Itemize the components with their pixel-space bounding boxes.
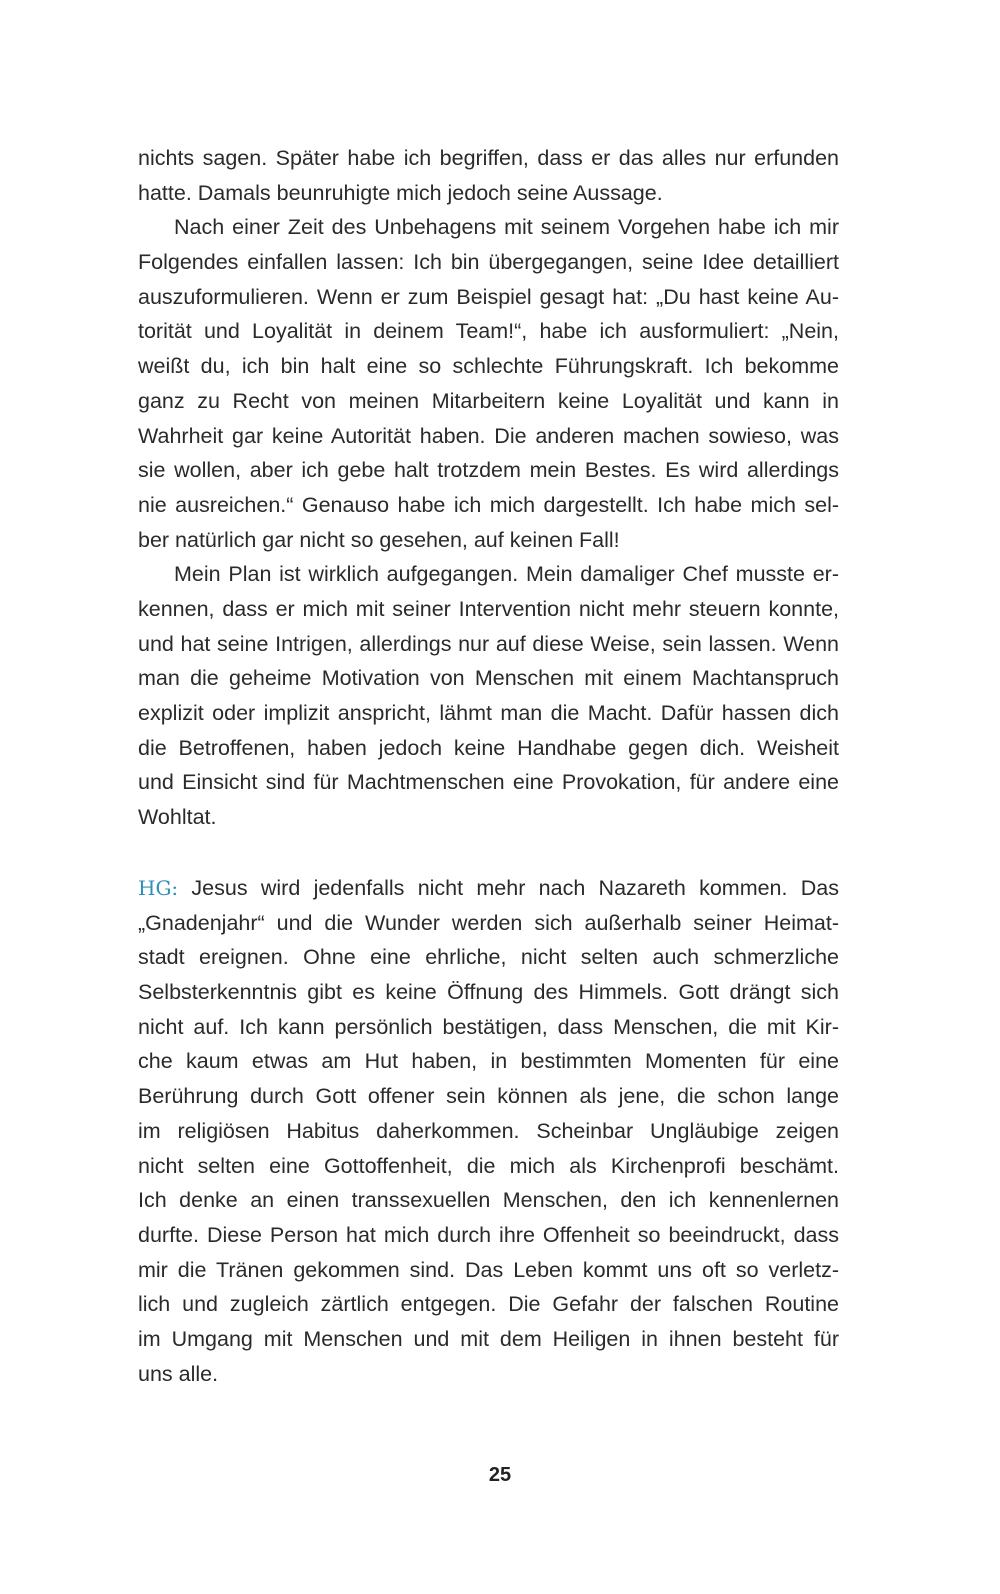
text-line: man die geheime Motivation von Menschen mit einem Machtanspruch [138, 666, 839, 691]
text-line: torität und Loyalität in deinem Team!“, habe ich ausformuliert: „Nein, [138, 319, 839, 344]
text-line: nichts sagen. Später habe ich begriffen, dass er das alles nur erfunden [138, 146, 839, 170]
paragraph [138, 141, 839, 210]
text-line: Mein Plan ist wirklich aufgegangen. Mein damaliger Chef musste er- [174, 562, 839, 587]
text-line: lich und zugleich zärtlich entgegen. Die Gefahr der falschen Routine [138, 1292, 839, 1317]
text-line: mir die Tränen gekommen sind. Das Leben kommt uns oft so verletz- [138, 1257, 839, 1282]
text-line: stadt ereignen. Ohne eine ehrliche, nicht selten auch schmerzliche [138, 945, 839, 970]
text-line: nicht auf. Ich kann persönlich bestätigen, dass Menschen, die mit Kir- [138, 1014, 839, 1039]
text-line: und Einsicht sind für Machtmenschen eine Provokation, für andere eine [138, 770, 839, 795]
text-line: Wahrheit gar keine Autorität haben. Die anderen machen sowieso, was [138, 423, 839, 448]
text-line: nie ausreichen.“ Genauso habe ich mich dargestellt. Ich habe mich sel- [138, 492, 839, 517]
text-line [138, 871, 839, 906]
text-line: Berührung durch Gott offener sein können als jene, die schon lange [138, 1084, 839, 1109]
text-block-hg [138, 871, 839, 1391]
text-fragment: Jesus wird jedenfalls nicht mehr nach Nazareth kommen. Das [178, 876, 839, 900]
text-line: nicht selten eine Gottoffenheit, die mich als Kirchenprofi beschämt. [138, 1153, 839, 1178]
text-line: Ich denke an einen transsexuellen Menschen, den ich kennenlernen [138, 1188, 839, 1213]
text-line: auszuformulieren. Wenn er zum Beispiel gesagt hat: „Du hast keine Au- [138, 284, 839, 309]
text-line: Wohltat. [138, 805, 217, 830]
paragraph [138, 557, 839, 835]
text-line: im religiösen Habitus daherkommen. Scheinbar Ungläubige zeigen [138, 1118, 839, 1143]
text-line: kennen, dass er mich mit seiner Intervention nicht mehr steuern konnte, [138, 596, 839, 621]
text-line: im Umgang mit Menschen und mit dem Heiligen in ihnen besteht für [138, 1326, 839, 1351]
text-line: Folgendes einfallen lassen: Ich bin übergegangen, seine Idee detailliert [138, 250, 839, 275]
text-line: weißt du, ich bin halt eine so schlechte Führungskraft. Ich bekomme [138, 354, 839, 379]
text-line: sie wollen, aber ich gebe halt trotzdem mein Bestes. Es wird allerdings [138, 458, 839, 483]
page-number: 25 [488, 1464, 512, 1486]
speaker-label: HG: [138, 876, 179, 900]
text-line: uns alle. [138, 1361, 219, 1386]
text-line: und hat seine Intrigen, allerdings nur auf diese Weise, sein lassen. Wenn [138, 631, 839, 656]
text-line: che kaum etwas am Hut haben, in bestimmten Momenten für eine [138, 1049, 839, 1074]
text-line: ganz zu Recht von meinen Mitarbeitern keine Loyalität und kann in [138, 388, 839, 413]
text-line: die Betroffenen, haben jedoch keine Handhabe gegen dich. Weisheit [138, 735, 839, 760]
text-line: durfte. Diese Person hat mich durch ihre Offenheit so beeindruckt, dass [138, 1222, 839, 1247]
paragraph [138, 210, 839, 557]
text-line: „Gnadenjahr“ und die Wunder werden sich außerhalb seiner Heimat- [138, 910, 839, 935]
text-line: hatte. Damals beunruhigte mich jedoch seine Aussage. [138, 180, 663, 205]
text-line: Nach einer Zeit des Unbehagens mit seinem Vorgehen habe ich mir [174, 215, 839, 240]
text-line: ber natürlich gar nicht so gesehen, auf keinen Fall! [138, 527, 620, 552]
text-line: Selbsterkenntnis gibt es keine Öffnung des Himmels. Gott drängt sich [138, 980, 839, 1005]
text-line: explizit oder implizit anspricht, lähmt man die Macht. Dafür hassen dich [138, 701, 839, 725]
text-block-narrative [138, 141, 839, 835]
